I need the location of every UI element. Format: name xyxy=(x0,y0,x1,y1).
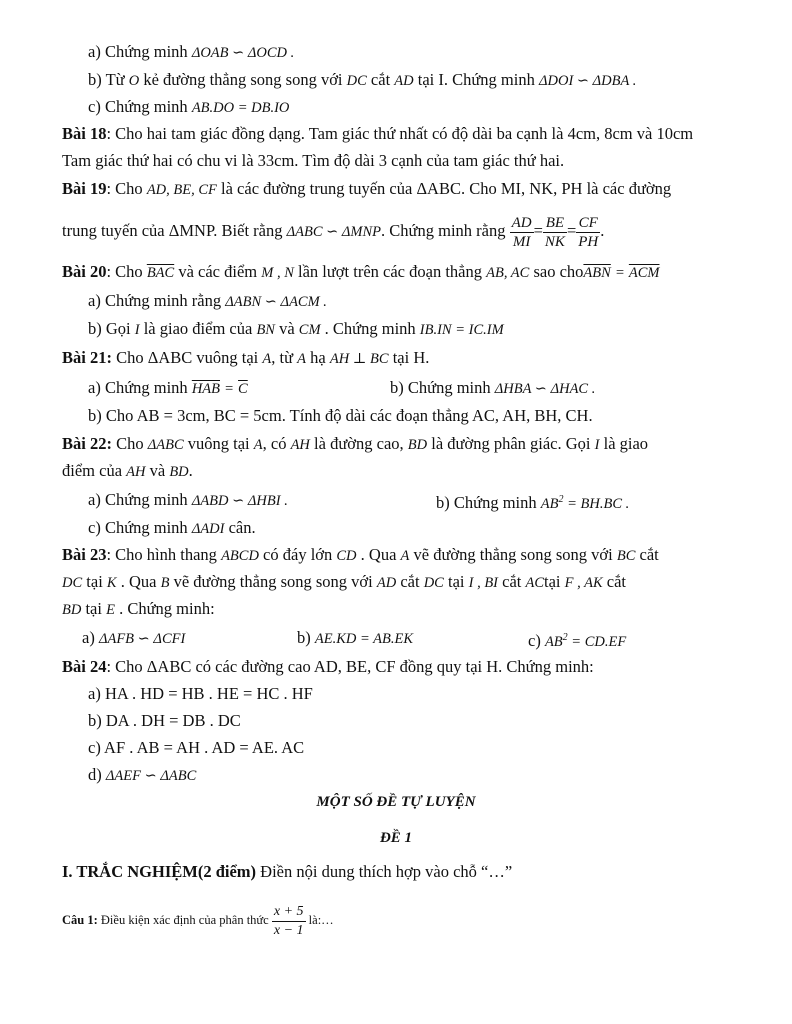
exercise-23a: a) ΔAFB ∽ ΔCFI xyxy=(82,628,186,647)
exercise-21b: b) Chứng minh ΔHBA ∽ ΔHAC . xyxy=(390,378,596,397)
exercise-24c: c) AF . AB = AH . AD = AE. AC xyxy=(88,738,305,757)
fraction-ad-mi: $\frac{AD}{MI}$ xyxy=(511,214,532,250)
fraction-be-nk: $\frac{BE}{NK}$ xyxy=(544,214,565,250)
exercise-23b: b) AE.KD = AB.EK xyxy=(297,628,413,647)
exercise-20b: b) Gọi I là giao điểm của BN và CM . Chứng minh IB.IN = IC.IM xyxy=(88,319,504,338)
exercise-24-line1: Bài 24: Cho ΔABC có các đường cao AD, BE, CF đồng quy tại H. Chứng minh: xyxy=(62,657,594,676)
exercise-23-line1: Bài 23: Cho hình thang ABCD có đáy lớn CD . Qua A vẽ đường thẳng song song với BC cắt xyxy=(62,545,659,564)
exercise-22a: a) Chứng minh ΔABD ∽ ΔHBI . xyxy=(88,490,288,509)
exercise-21c: b) Cho AB = 3cm, BC = 5cm. Tính độ dài các đoạn thẳng AC, AH, BH, CH. xyxy=(88,406,593,425)
section-heading: MỘT SỐ ĐỀ TỰ LUYỆN xyxy=(316,794,476,810)
question-1: Câu 1: Điều kiện xác định của phân thức $\frac{x + 5}{x - 1}$ là:… xyxy=(62,903,334,938)
exercise-24b: b) DA . DH = DB . DC xyxy=(88,711,241,730)
exercise-23-line3: BD tại E . Chứng minh: xyxy=(62,599,215,618)
exercise-24d: d) ΔAEF ∽ ΔABC xyxy=(88,765,197,784)
exercise-22b: b) Chứng minh $AB^2 = BH.BC$ . xyxy=(436,492,630,512)
line-17a: a) Chứng minh ΔOAB ∽ ΔOCD . xyxy=(88,42,295,61)
line-17c: c) Chứng minh AB.DO = DB.IO xyxy=(88,97,290,116)
exercise-18-line1: Bài 18: Cho hai tam giác đồng dạng. Tam giác thứ nhất có độ dài ba cạnh là 4cm, 8cm và 10cm xyxy=(62,124,694,143)
exercise-22-line2: điểm của AH và BD. xyxy=(62,461,193,480)
exercise-19-line2: trung tuyến của ΔMNP. Biết rằng ΔABC ∽ ΔMNP. Chứng minh rằng $\frac{AD}{MI}$ = $\frac{BE}{NK}$ = $\frac{CF}{PH}$ . xyxy=(62,214,605,250)
exercise-23c: c) $AB^2 = CD.EF$ xyxy=(528,630,627,650)
exam-heading: ĐỀ 1 xyxy=(379,830,413,846)
exercise-23-line2: DC tại K . Qua B vẽ đường thẳng song song với AD cắt DC tại I , BI cắt ACtại F , AK cắt xyxy=(62,572,626,591)
exercise-21-line1: Bài 21: Cho ΔABC vuông tại A, từ A hạ AH ⊥ BC tại H. xyxy=(62,348,430,367)
fraction-x5-x1: $\frac{x + 5}{x - 1}$ xyxy=(273,903,304,938)
exercise-19-line1: Bài 19: Cho AD, BE, CF là các đường trung tuyến của ΔABC. Cho MI, NK, PH là các đường xyxy=(62,179,672,198)
exercise-22-line1: Bài 22: Cho ΔABC vuông tại A, có AH là đường cao, BD là đường phân giác. Gọi I là giao xyxy=(62,434,649,453)
exercise-22c: c) Chứng minh ΔADI cân. xyxy=(88,518,256,537)
part-1-title: I. TRẮC NGHIỆM(2 điểm) Điền nội dung thích hợp vào chỗ “…” xyxy=(62,862,513,881)
exercise-18-line2: Tam giác thứ hai có chu vi là 33cm. Tìm độ dài 3 cạnh của tam giác thứ hai. xyxy=(62,151,565,170)
exercise-20a: a) Chứng minh rằng ΔABN ∽ ΔACM . xyxy=(88,291,327,310)
exercise-24a: a) HA . HD = HB . HE = HC . HF xyxy=(88,684,313,703)
exercise-21a: a) Chứng minh $\overline{HAB} = \overline{C}$ xyxy=(88,378,248,397)
fraction-cf-ph: $\frac{CF}{PH}$ xyxy=(578,214,599,250)
line-17b: b) Từ O kẻ đường thẳng song song với DC cắt AD tại I. Chứng minh ΔDOI ∽ ΔDBA . xyxy=(88,70,637,89)
exercise-20-line1: Bài 20: Cho $\overline{BAC}$ và các điểm M , N lần lượt trên các đoạn thẳng AB, AC sao $cho\overline{ABN} = \overline{ACM}$ xyxy=(62,262,660,281)
